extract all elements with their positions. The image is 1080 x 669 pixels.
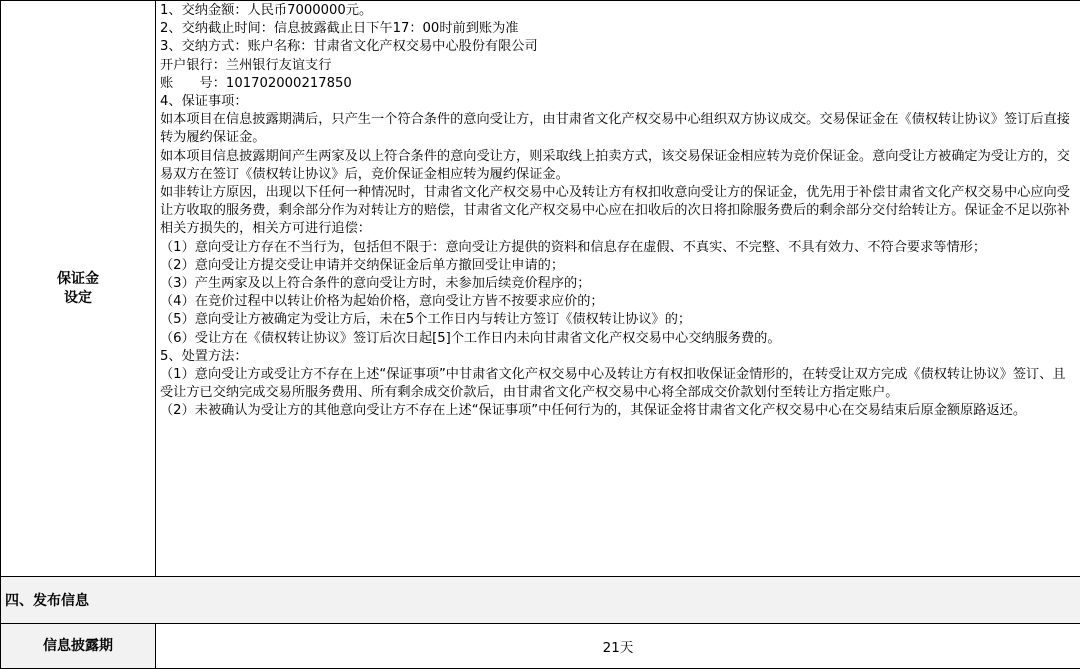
disclosure-period-row: [1, 624, 1080, 669]
deposit-line: （4）在竞价过程中以转让价格为起始价格，意向受让方皆不按要求应价的；: [160, 293, 1076, 311]
deposit-line: （1）意向受让方存在不当行为，包括但不限于：意向受让方提供的资料和信息存在虚假、不真实、不完整、不具有效力、不符合要求等情形；: [160, 239, 1076, 257]
deposit-line: （2）意向受让方提交受让申请并交纳保证金后单方撤回受让申请的；: [160, 257, 1076, 275]
deposit-line: 5、处置方法：: [160, 348, 1076, 366]
publish-section-row: [1, 577, 1080, 624]
deposit-line: 账 号：101702000217850: [160, 75, 1076, 93]
deposit-label-cell: [1, 1, 156, 577]
deposit-label-line2: 设定: [1, 289, 155, 308]
deposit-line: （5）意向受让方被确定为受让方后，未在5个工作日内与转让方签订《债权转让协议》的；: [160, 311, 1076, 329]
deposit-line: （2）未被确认为受让方的其他意向受让方不存在上述“保证事项”中任何行为的，其保证金将甘肃省文化产权交易中心在交易结束后原金额原路返还。: [160, 402, 1076, 420]
disclosure-period-label: 信息披露期: [1, 624, 156, 669]
deposit-line: 2、交纳截止时间：信息披露截止日下午17：00时前到账为准: [160, 20, 1076, 38]
disclosure-period-value: 21天: [156, 624, 1080, 669]
deposit-content: [156, 1, 1080, 421]
deposit-line: （1）意向受让方或受让方不存在上述“保证事项”中甘肃省文化产权交易中心及转让方有权扣收保证金情形的，在转受让双方完成《债权转让协议》签订、且受让方已交纳完成交易所服务费用、所有剩余成交价款后，由甘肃省文化产权交易中心将全部成交价款划付至转让方指定账户。: [160, 366, 1076, 402]
deposit-row: [1, 1, 1080, 577]
deposit-line: （6）受让方在《债权转让协议》签订后次日起[5]个工作日内未向甘肃省文化产权交易中心交纳服务费的。: [160, 330, 1076, 348]
deposit-line: 4、保证事项：: [160, 93, 1076, 111]
deposit-line: 如非转让方原因，出现以下任何一种情况时，甘肃省文化产权交易中心及转让方有权扣收意向受让方的保证金，优先用于补偿甘肃省文化产权交易中心应向受让方收取的服务费，剩余部分作为对转让方的赔偿，甘肃省文化产权交易中心应在扣收后的次日将扣除服务费后的剩余部分交付给转让方。保证金不足以弥补相关方损失的，相关方可进行追偿：: [160, 184, 1076, 239]
deposit-content-cell: [156, 1, 1080, 577]
deposit-label-line1: 保证金: [1, 270, 155, 289]
deposit-line: 开户银行：兰州银行友谊支行: [160, 57, 1076, 75]
deposit-line: 3、交纳方式：账户名称：甘肃省文化产权交易中心股份有限公司: [160, 38, 1076, 56]
deposit-line: （3）产生两家及以上符合条件的意向受让方时，未参加后续竞价程序的；: [160, 275, 1076, 293]
deposit-line: 如本项目信息披露期间产生两家及以上符合条件的意向受让方，则采取线上拍卖方式，该交易保证金相应转为竞价保证金。意向受让方被确定为受让方的，交易双方在签订《债权转让协议》后，竞价保证金相应转为履约保证金。: [160, 148, 1076, 184]
deposit-line: 如本项目在信息披露期满后，只产生一个符合条件的意向受让方，由甘肃省文化产权交易中心组织双方协议成交。交易保证金在《债权转让协议》签订后直接转为履约保证金。: [160, 111, 1076, 147]
publish-section-heading: 四、发布信息: [1, 577, 1080, 624]
deposit-line: 1、交纳金额：人民币7000000元。: [160, 2, 1076, 20]
